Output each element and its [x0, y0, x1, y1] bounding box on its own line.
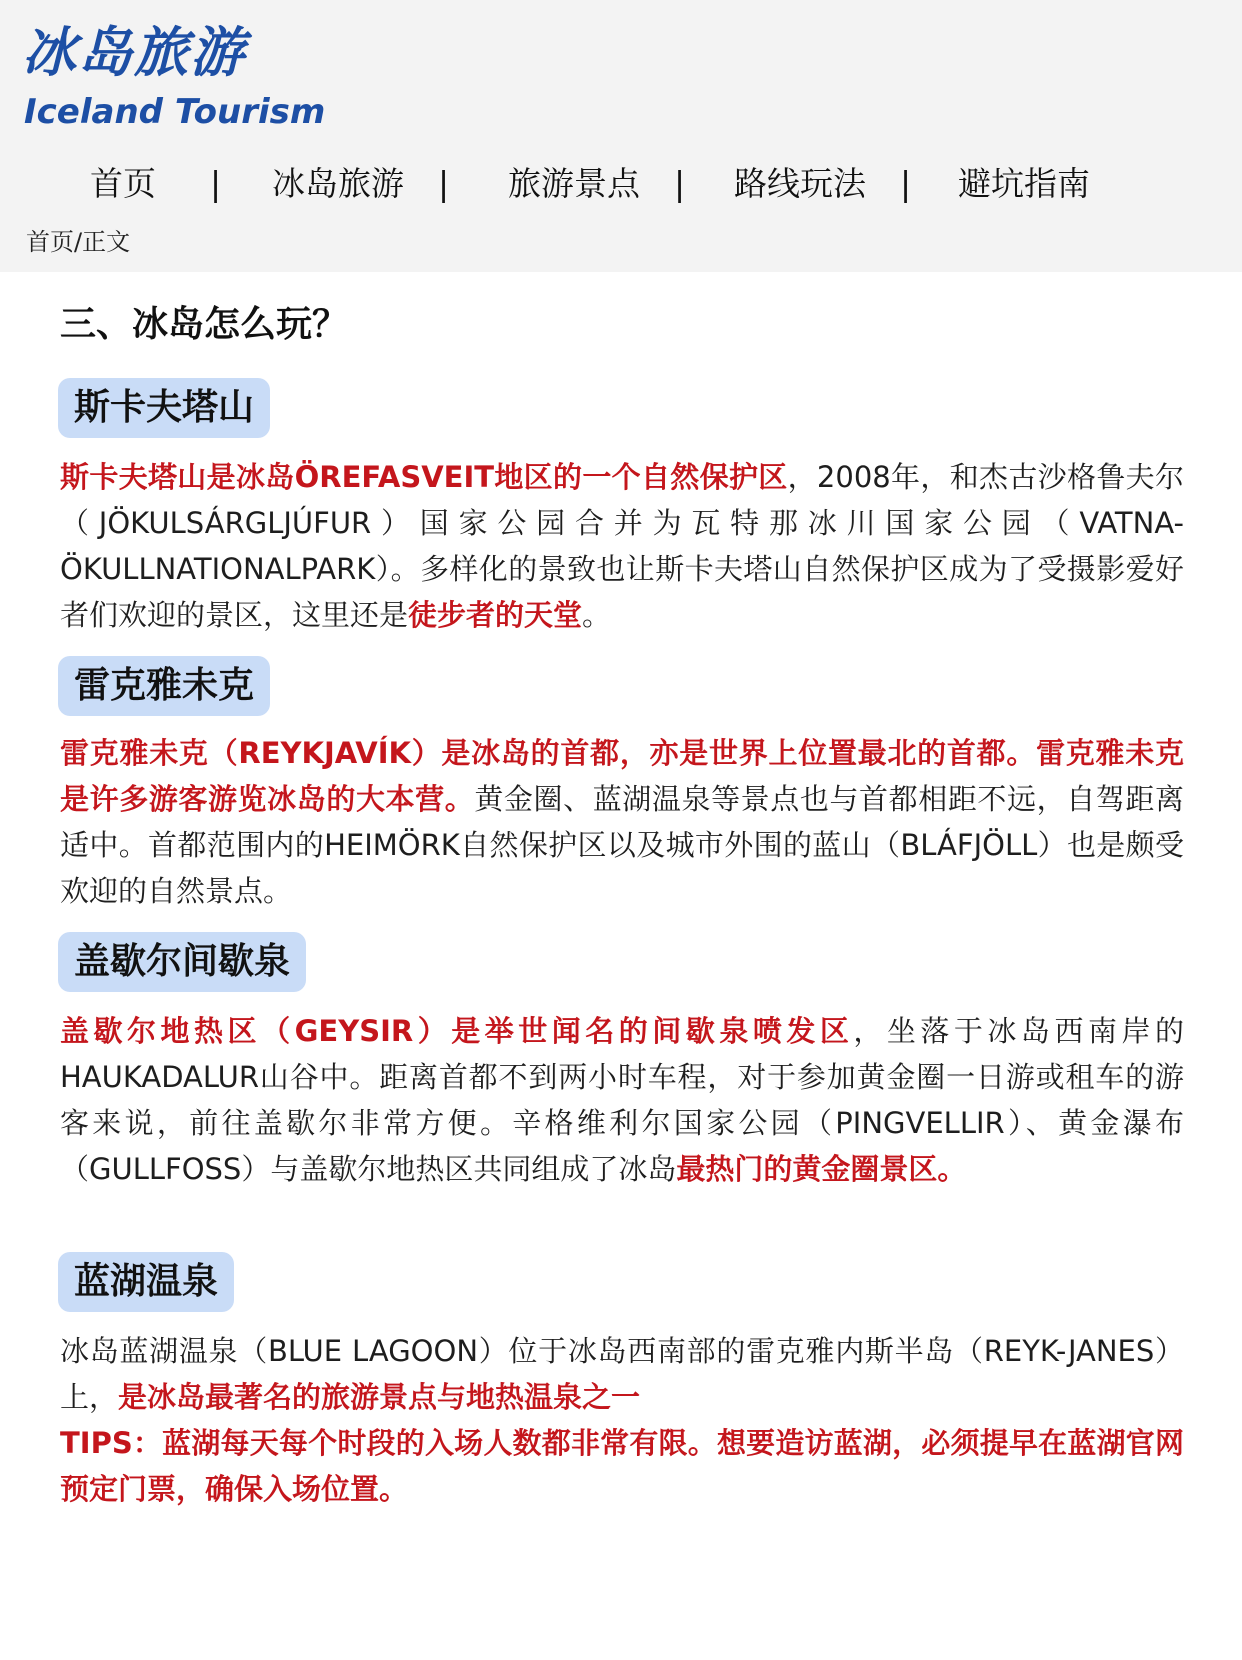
desc-highlight: 是冰岛最著名的旅游景点与地热温泉之一: [118, 1380, 641, 1414]
site-logo-english[interactable]: Iceland Tourism: [24, 92, 326, 132]
attraction-tag-geysir: 盖歇尔间歇泉: [58, 932, 306, 992]
desc-text: 。: [582, 598, 612, 632]
attraction-tag-blue-lagoon: 蓝湖温泉: [58, 1252, 234, 1312]
main-nav: [0, 158, 1242, 210]
desc-highlight: 徒步者的天堂: [408, 598, 583, 632]
section-heading: 三、冰岛怎么玩？: [60, 304, 349, 345]
nav-separator: |: [210, 164, 222, 203]
nav-item-attractions[interactable]: 旅游景点: [508, 164, 640, 203]
desc-text: 冰岛蓝湖温泉（BLUE LAGOON）位于冰岛西南部的雷克雅内斯半岛（REYK-JANES）上，: [60, 1334, 1184, 1414]
attraction-tag-reykjavik: 雷克雅未克: [58, 656, 270, 716]
nav-separator: |: [900, 164, 912, 203]
attraction-desc-skaftafell: [60, 454, 1184, 638]
site-logo-chinese[interactable]: 冰岛旅游: [22, 21, 246, 84]
nav-item-pitfall-guide[interactable]: 避坑指南: [958, 164, 1090, 203]
desc-highlight: 斯卡夫塔山是冰岛ÖREFASVEIT地区的一个自然保护区: [60, 460, 788, 494]
desc-highlight: 最热门的黄金圈景区。: [676, 1152, 967, 1186]
nav-item-iceland-travel[interactable]: 冰岛旅游: [272, 164, 404, 203]
desc-highlight: 雷克雅未克（REYKJAVÍK）是冰岛的首都，亦是世界上位置最北的首都。雷克雅未克是许多游客游览冰岛的大本营。: [60, 736, 1184, 816]
nav-separator: |: [674, 164, 686, 203]
desc-text: 黄金圈、蓝湖温泉等景点也与首都相距不远，自驾距离适中。首都范围内的HEIMÖRK自然保护区以及城市外围的蓝山（BLÁFJÖLL）也是颇受欢迎的自然景点。: [60, 782, 1184, 908]
nav-item-home[interactable]: 首页: [90, 164, 156, 203]
desc-highlight: 盖歇尔地热区（GEYSIR）是举世闻名的间歇泉喷发区: [60, 1014, 854, 1048]
attraction-desc-reykjavik: [60, 730, 1184, 914]
site-header: [0, 0, 1242, 272]
desc-text: ，坐落于冰岛西南岸的HAUKADALUR山谷中。距离首都不到两小时车程，对于参加黄金圈一日游或租车的游客来说，前往盖歇尔非常方便。辛格维利尔国家公园（PINGVELLIR）、黄金瀑布（GULLFOSS）与盖歇尔地热区共同组成了冰岛: [60, 1014, 1184, 1186]
nav-separator: |: [438, 164, 450, 203]
blue-lagoon-tips: TIPS：蓝湖每天每个时段的入场人数都非常有限。想要造访蓝湖，必须提早在蓝湖官网预定门票，确保入场位置。: [60, 1426, 1184, 1506]
desc-text: ，2008年，和杰古沙格鲁夫尔（JÖKULSÁRGLJÚFUR）国家公园合并为瓦特那冰川国家公园（VATNA-ÖKULLNATIONALPARK）。多样化的景致也让斯卡夫塔山自然保护区成为了受摄影爱好者们欢迎的景区，这里还是: [60, 460, 1184, 632]
nav-item-routes[interactable]: 路线玩法: [734, 164, 866, 203]
attraction-tag-skaftafell: 斯卡夫塔山: [58, 378, 270, 438]
attraction-desc-geysir: [60, 1008, 1184, 1192]
attraction-desc-blue-lagoon: [60, 1328, 1184, 1420]
breadcrumb[interactable]: 首页/正文: [26, 228, 131, 256]
